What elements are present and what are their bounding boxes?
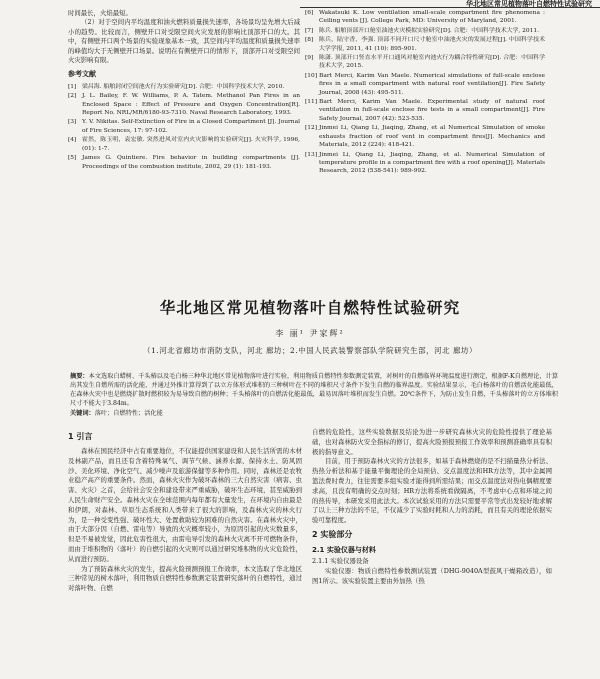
reference-number: [8]: [305, 37, 314, 44]
subsection-heading: 2.1 实验仪器与材料: [312, 545, 376, 554]
keywords-text: 落叶；自燃特性；活化能: [94, 410, 163, 417]
section-heading-introduction: 1 引言: [68, 432, 93, 441]
running-header: [300, 0, 600, 8]
reference-number: [10]: [305, 72, 318, 79]
reference-text: Jinmei Li, Qiang Li, Jiaqing, Zhang, et al Numerical Simulation of smoke exhausts fraction of roof vent in compartment fires[J]. Mechanics and Materials, 2012 (224): 418-421.: [319, 125, 545, 149]
reference-item: [68, 154, 300, 171]
reference-text: Y. V. Nikitas. Self-Extinction of Fire in a Closed Compartment [J]. Journal of Fire Sciences, 17: 97-102.: [82, 119, 300, 134]
reference-number: [2]: [68, 93, 77, 100]
reference-text: Bart Merci, Karim Van Maele. Experimental study of natural roof ventilation in full-scale enclose fire tests in a small compartment[J]. Fire Safety Journal, 2007 (42): 523-535.: [319, 99, 545, 122]
top-left-column: [68, 9, 300, 172]
abstract: [70, 372, 558, 408]
article-title: 华北地区常见植物落叶自燃特性试验研究: [159, 299, 461, 317]
conclusion-paragraph: 时间最长，火焰最短。: [68, 9, 132, 17]
reference-list: [68, 83, 300, 171]
article-authors: 李 丽¹ 尹家辉²: [275, 329, 345, 338]
body-paragraph: 森林在国民经济中占有重要地位，不仅能提供国家建设和人民生活所需的木材及林副产品，而且还有含着特殊氧气、调节气候、涵养水源、保持水土、防风固沙、美化环境、净化空气、减少噪声及旅游保健等多种作用。同时，森林还是农牧业稳产高产的重要条件。然而，森林火灾作为破坏森林的三大自然灾害（病害、虫害、火灾）之首，会给社会安全和建设带来严重威胁，破坏生态环境，甚至威胁到人民生命财产安全。森林火灾在全球范围内每年都有大量发生，在环境内自由最是和伊朗，对森林、草原生态系统和人类带来了很大的影响，及森林火灾的林火行为，是一种受变性强、破坏性大、处置救助较为困难的自然灾害。在森林火灾中，由于大部分因（自燃、雷电等）导致的火灾概率较小，为原因引起的火灾数量多，但是不易被发觉，因此危害性很大，由雷电导引发的森林火灾离不开可燃物条件，而由于堆积物的（落叶）的自燃引起的火灾则可以通过研究堆积物的火灾危险性，从而进行预防。: [68, 447, 302, 563]
reference-number: [3]: [68, 119, 77, 126]
reference-item: [305, 124, 545, 149]
reference-item: [305, 27, 545, 35]
reference-number: [9]: [305, 55, 314, 62]
reference-item: [68, 83, 300, 91]
abstract-label: 摘要：: [70, 373, 89, 380]
body-paragraph: 自燃的危险性，这些实验数据及结论为进一步研究森林火灾的危险性提供了理论基础，也对森林防火安全指标的修订，提高火险预报预报工作效率和预测准确率具有积极的指导意义。: [312, 428, 552, 456]
reference-text: 陈兵，陆守香，李强. 顶部不同开口尺寸舱室中油池火灾的发展过程[J]. 中国科学技术大学学报, 2011, 41 (10): 895-901.: [319, 37, 545, 52]
reference-text: Bart Merci, Karim Van Maele. Numerical simulations of full-scale enclose fires in a small compartment with natural roof ventilation[J]. Fire Safety Journal, 2008 (43): 495-511.: [319, 72, 545, 96]
abstract-block: [70, 372, 558, 418]
top-right-column: [305, 9, 545, 177]
reference-item: [305, 9, 545, 26]
reference-number: [4]: [68, 137, 77, 144]
reference-number: [7]: [305, 27, 314, 34]
reference-item: [305, 72, 545, 97]
reference-item: [305, 98, 545, 123]
reference-number: [11]: [305, 99, 318, 106]
running-header-title: 华北地区常见植物落叶自燃特性试验研究: [466, 0, 592, 8]
bottom-right-column: [312, 428, 552, 587]
references-heading: 参考文献: [68, 70, 96, 79]
reference-number: [12]: [305, 125, 318, 132]
reference-number: [13]: [305, 151, 318, 158]
body-paragraph: 为了预防森林火灾的发生，提高火险预测预报工作效率，本文选取了华北地区三种常见的树木落叶，利用物质自燃特性参数测定装置研究落叶的自燃特性，通过对落叶物、自燃: [68, 564, 302, 593]
bottom-left-column: [68, 428, 302, 594]
reference-item: [68, 92, 300, 117]
body-paragraph: 实验仪器：物质自燃特性参数测试装置（DHG-9040A型鼓风干燥箱改造），如图1所示。该实验装置主要由外加热（热: [312, 567, 552, 586]
reference-list: [305, 9, 545, 176]
reference-text: J. L. Bailey, F. W. Williams, P. A. Tatem. Methanol Pan Fires in an Enclosed Space : Effect of Pressure and Oxygen Concentration[R]. Report No. NRL/MR/6180-93-7310. Naval Research Laboratory, 1993.: [82, 93, 300, 117]
body-paragraph: 目前，用于预防森林火灾的方法很多，如基于森林燃烧的是不扫描量热分析法、热热分析法和基于能量平衡理论的全局预估、交点温度法和HR方法等，其中金属网篮法费时费力，往往需要多组实验才能得到所需结果；而交点温度法对热电偶精度要求高，且没有明确的交点时刻；HR方法将系统看做隔离，不考虑中心点和环境之间的热传导，本研发采用此法大。本次试验采用的方法只需要平常等式出发较好地求解了以上三种方法的不足，不仅减少了实验时耗和人力的消耗，而且有关的理论依据实验可靠程度。: [312, 457, 552, 525]
reference-text: 梁昌海. 船舶封闭空间池火行为实验研究[D]. 合肥：中国科学技术大学, 2010.: [82, 83, 285, 90]
reference-item: [305, 54, 545, 71]
reference-text: 陈潇. 顶部开口竖直水平开口通风对舱室内池火行为耦合特性研究[D]. 合肥：中国科学技术大学, 2015.: [319, 55, 545, 70]
reference-item: [68, 136, 300, 153]
reference-number: [1]: [68, 83, 77, 90]
subsubsection-heading: 2.1.1 实验仪器设备: [312, 556, 369, 565]
reference-text: James G. Quintiere. Fire behavior in building compartments [J]. Proceedings of the combustion institute, 2002, 29 (1): 181-193.: [82, 155, 300, 170]
abstract-text: 本文选取白蜡树、千头椿以及毛白杨三种华北地区常见植物落叶进行实验，利用物质自燃特性参数测定装置，对树叶的自燃临界环境温度进行测定，根据F-K自燃理论，计算出其发生自燃所需的活化能，并通过外推计算得到了以立方体形式堆积的三种树叶在不同的堆积尺寸条件下发生自燃的临界温度。实验结果显示，毛白杨落叶的自燃活化能最低，在森林火灾中也是燃烧扩散时燃积较为易导致自燃的树种；千头椿落叶的自燃活化能最低，最易因落叶堆积而发生自燃。20℃条件下，为防止发生自燃，千头椿落叶的立方体堆积尺寸不能大于3.84m。: [70, 373, 559, 407]
keywords: [70, 409, 558, 418]
reference-item: [305, 36, 545, 53]
article-affiliation: （1.河北省廊坊市消防支队，河北 廊坊；2.中国人民武装警察部队学院研究生部，河北 廊坊）: [142, 346, 478, 355]
section-heading-experiment: 2 实验部分: [312, 529, 353, 539]
article-header: [60, 296, 560, 356]
keywords-label: 关键词：: [70, 410, 95, 417]
reference-number: [5]: [68, 155, 77, 162]
reference-text: Jinmei Li, Qiang Li, Jiaqing, Zhang, et al. Numerical Simulation of temperature profile in a compartment fire with a roof opening[J]. Materials Research, 2012 (538-541): 989-992.: [319, 151, 545, 175]
conclusion-paragraph: （2）对于空间内平均温度和油火燃料质量损失速率，各场景均呈先增大后减小的趋势。比较而言，侧壁开口对受限空间火灾发展的影响比顶部开口的大。其中，有侧壁开口两个场景的实验现象基本一致，其空间内平均温度和质量损失速率的峰值均大于无侧壁开口场景。说明在有侧壁开口的情形下，顶部开口对受限空间火灾影响有限。: [68, 18, 300, 65]
reference-text: 陈兵. 船舶顶部开口舱室油池火灾模拟实验研究[D]. 合肥：中国科学技术大学, 2011.: [319, 27, 540, 34]
reference-item: [305, 151, 545, 176]
reference-item: [68, 118, 300, 135]
reference-number: [6]: [305, 10, 314, 16]
reference-text: 霍然，陈玉明，袁宏敏. 突然进风对室内火灾影响的实验研究[J]. 火灾科学, 1996, (01): 1-7.: [82, 137, 300, 152]
reference-text: Wakatsuki K. Low ventilation small-scale compartment fire phenomena : Ceiling vents [J]. College Park, MD: University of Maryland, 2001.: [319, 10, 545, 25]
